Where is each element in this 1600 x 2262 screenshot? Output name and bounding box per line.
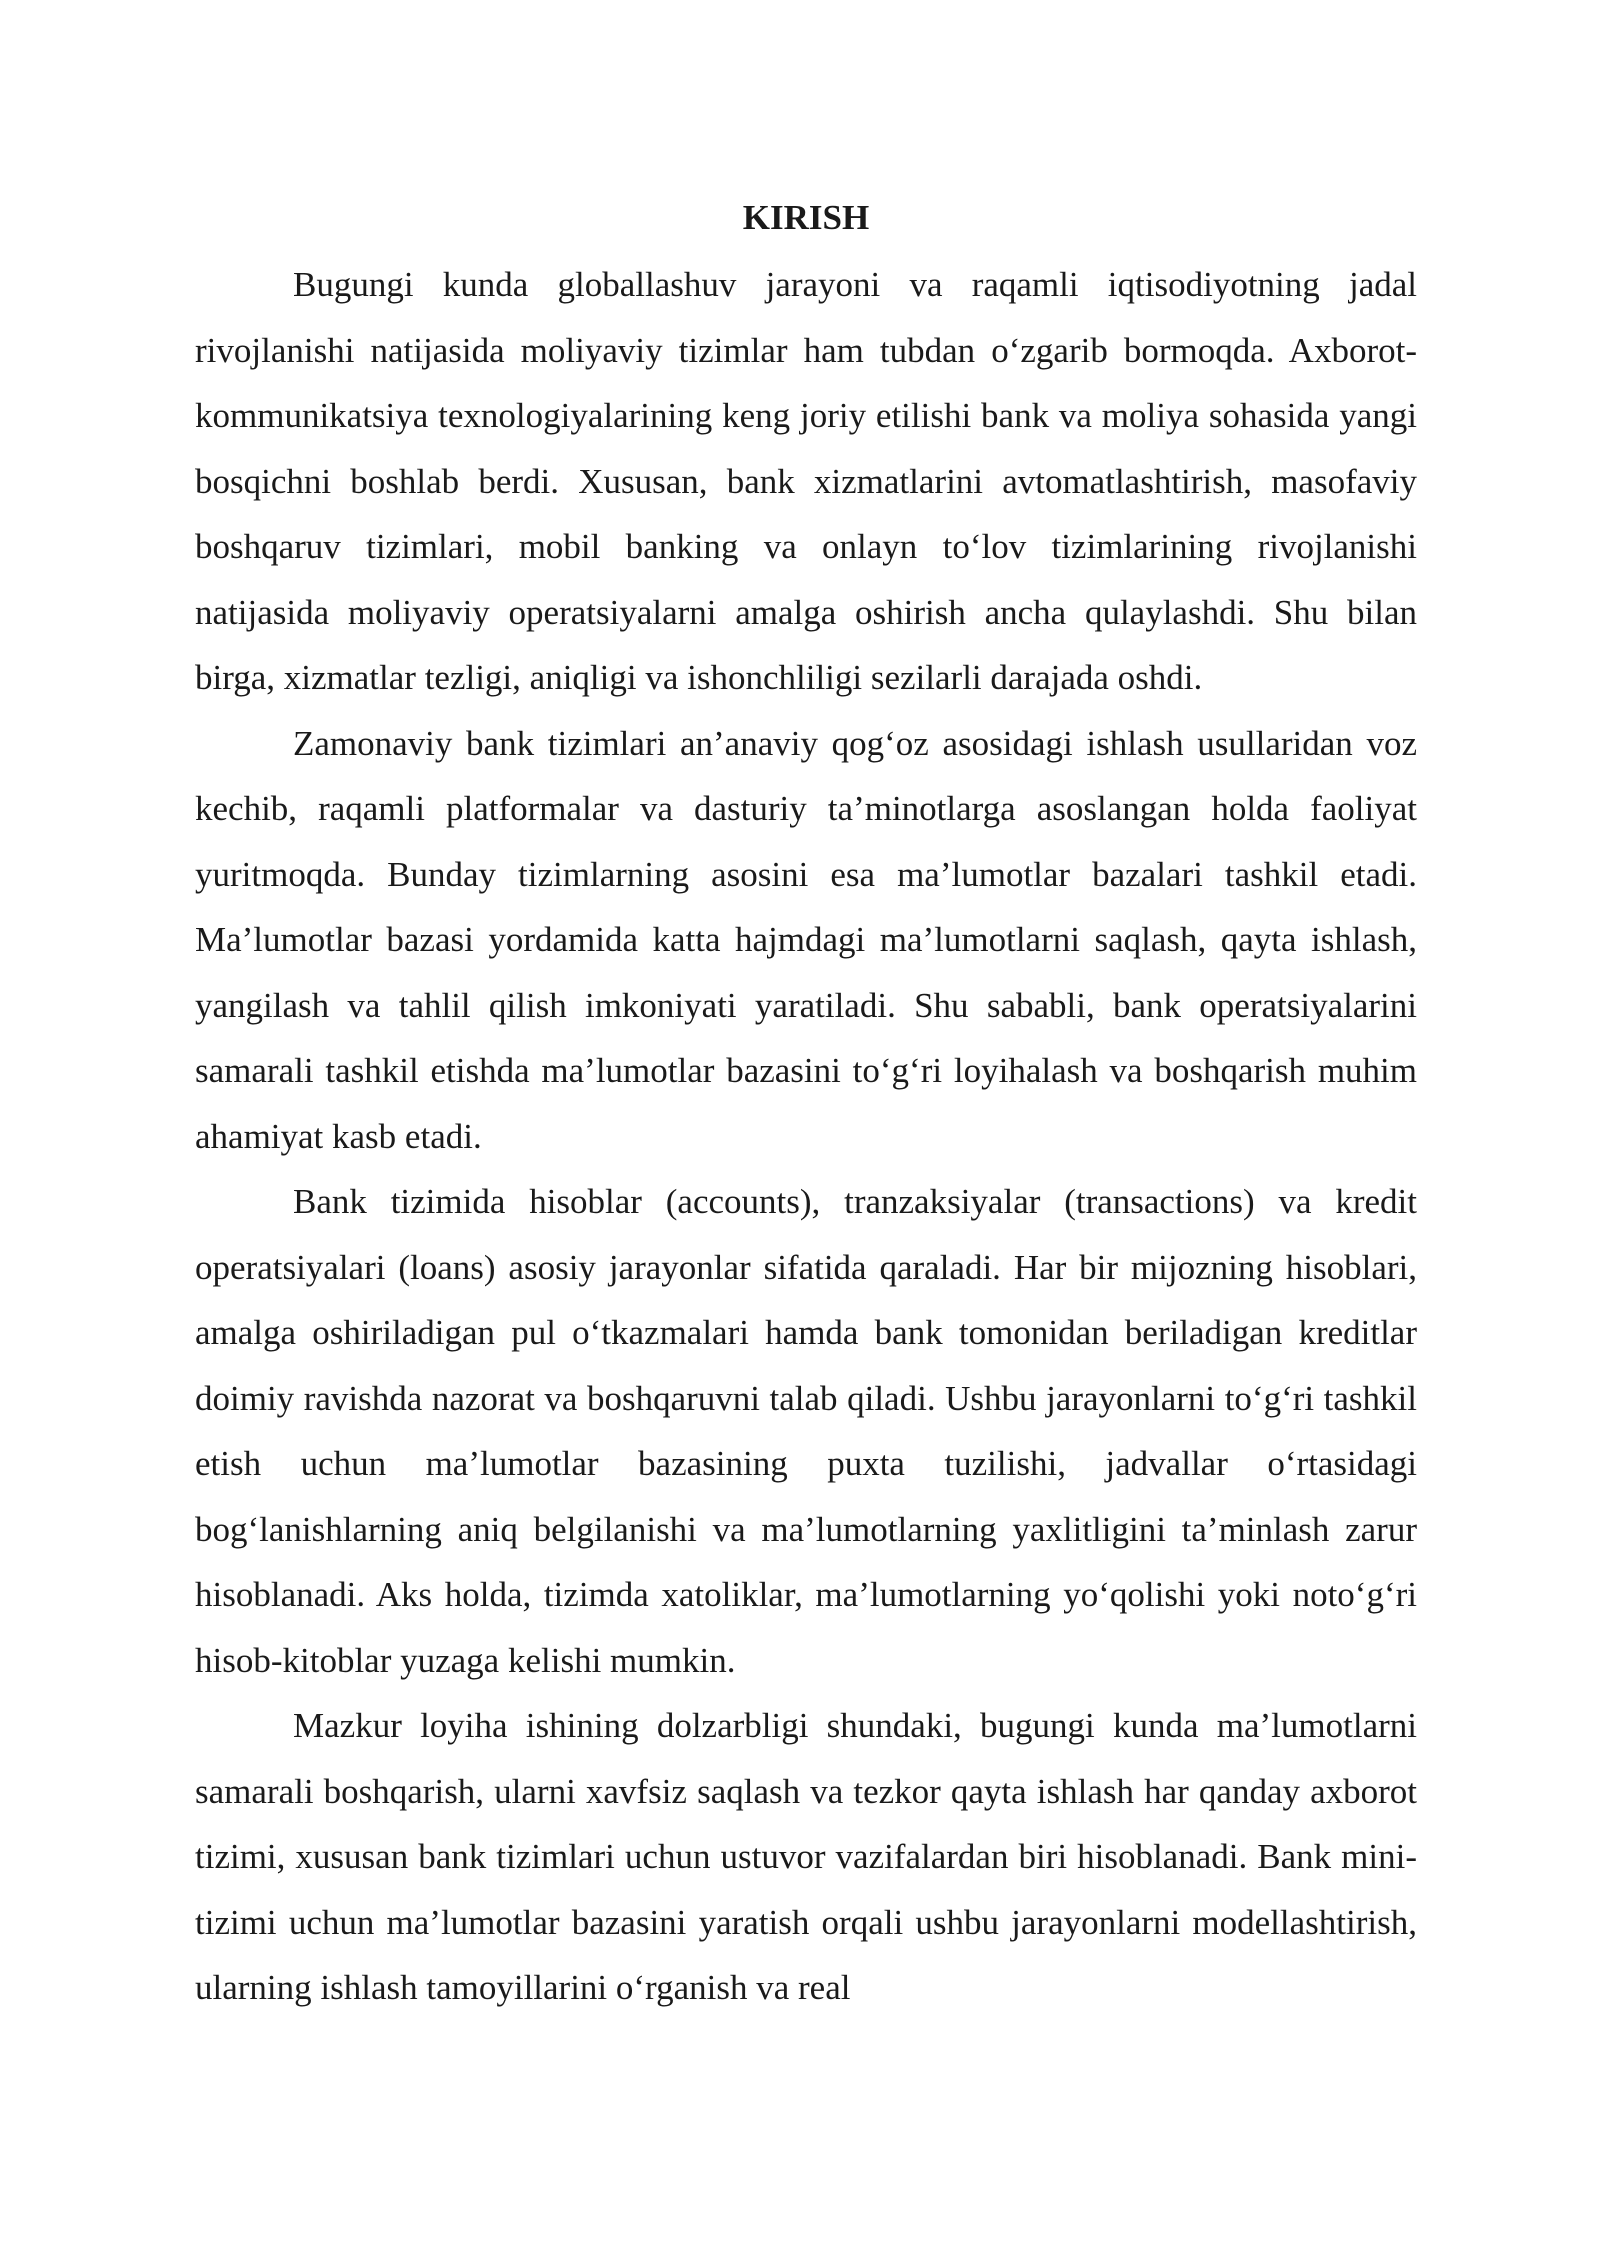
paragraph: Zamonaviy bank tizimlari an’anaviy qog‘oz asosidagi ishlash usullaridan voz kechib, raqamli platformalar va dasturiy ta’minotlarga asoslangan holda faoliyat yuritmoqda. Bunday tizimlarning asosini esa ma’lumotlar bazalari tashkil etadi. Ma’lumotlar bazasi yordamida katta hajmdagi ma’lumotlarni saqlash, qayta ishlash, yangilash va tahlil qilish imkoniyati yaratiladi. Shu sababli, bank operatsiyalarini samarali tashkil etishda ma’lumotlar bazasini to‘g‘ri loyihalash va boshqarish muhim ahamiyat kasb etadi. [195,723,1417,1156]
paragraph: Bank tizimida hisoblar (accounts), tranzaksiyalar (transactions) va kredit operatsiyalari (loans) asosiy jarayonlar sifatida qaraladi. Har bir mijozning hisoblari, amalga oshiriladigan pul o‘tkazmalari hamda bank tomonidan beriladigan kreditlar doimiy ravishda nazorat va boshqaruvni talab qiladi. Ushbu jarayonlarni to‘g‘ri tashkil etish uchun ma’lumotlar bazasining puxta tuzilishi, jadvallar o‘rtasidagi bog‘lanishlarning aniq belgilanishi va ma’lumotlarning yaxlitligini ta’minlash zarur hisoblanadi. Aks holda, tizimda xatoliklar, ma’lumotlarning yo‘qolishi yoki noto‘g‘ri hisob-kitoblar yuzaga kelishi mumkin. [195,1182,1417,1680]
paragraph-continued: Mazkur loyiha ishining dolzarbligi shundaki, bugungi kunda ma’lumotlarni samarali boshqarish, ularni xavfsiz saqlash va tezkor qayta ishlash har qanday axborot tizimi, xususan bank tizimlari uchun ustuvor vazifalardan biri hisoblanadi. Bank mini-tizimi uchun ma’lumotlar bazasini yaratish orqali ushbu jarayonlarni modellashtirish, ularning ishlash tamoyillarini o‘rganish va real [195,1706,1417,2007]
document-body [195,190,1417,2021]
document-heading: KIRISH [742,198,870,237]
paragraph: Bugungi kunda globallashuv jarayoni va raqamli iqtisodiyotning jadal rivojlanishi natijasida moliyaviy tizimlar ham tubdan o‘zgarib bormoqda. Axborot-kommunikatsiya texnologiyalarining keng joriy etilishi bank va moliya sohasida yangi bosqichni boshlab berdi. Xususan, bank xizmatlarini avtomatlashtirish, masofaviy boshqaruv tizimlari, mobil banking va onlayn to‘lov tizimlarining rivojlanishi natijasida moliyaviy operatsiyalarni amalga oshirish ancha qulaylashdi. Shu bilan birga, xizmatlar tezligi, aniqligi va ishonchliligi sezilarli darajada oshdi. [195,265,1417,697]
